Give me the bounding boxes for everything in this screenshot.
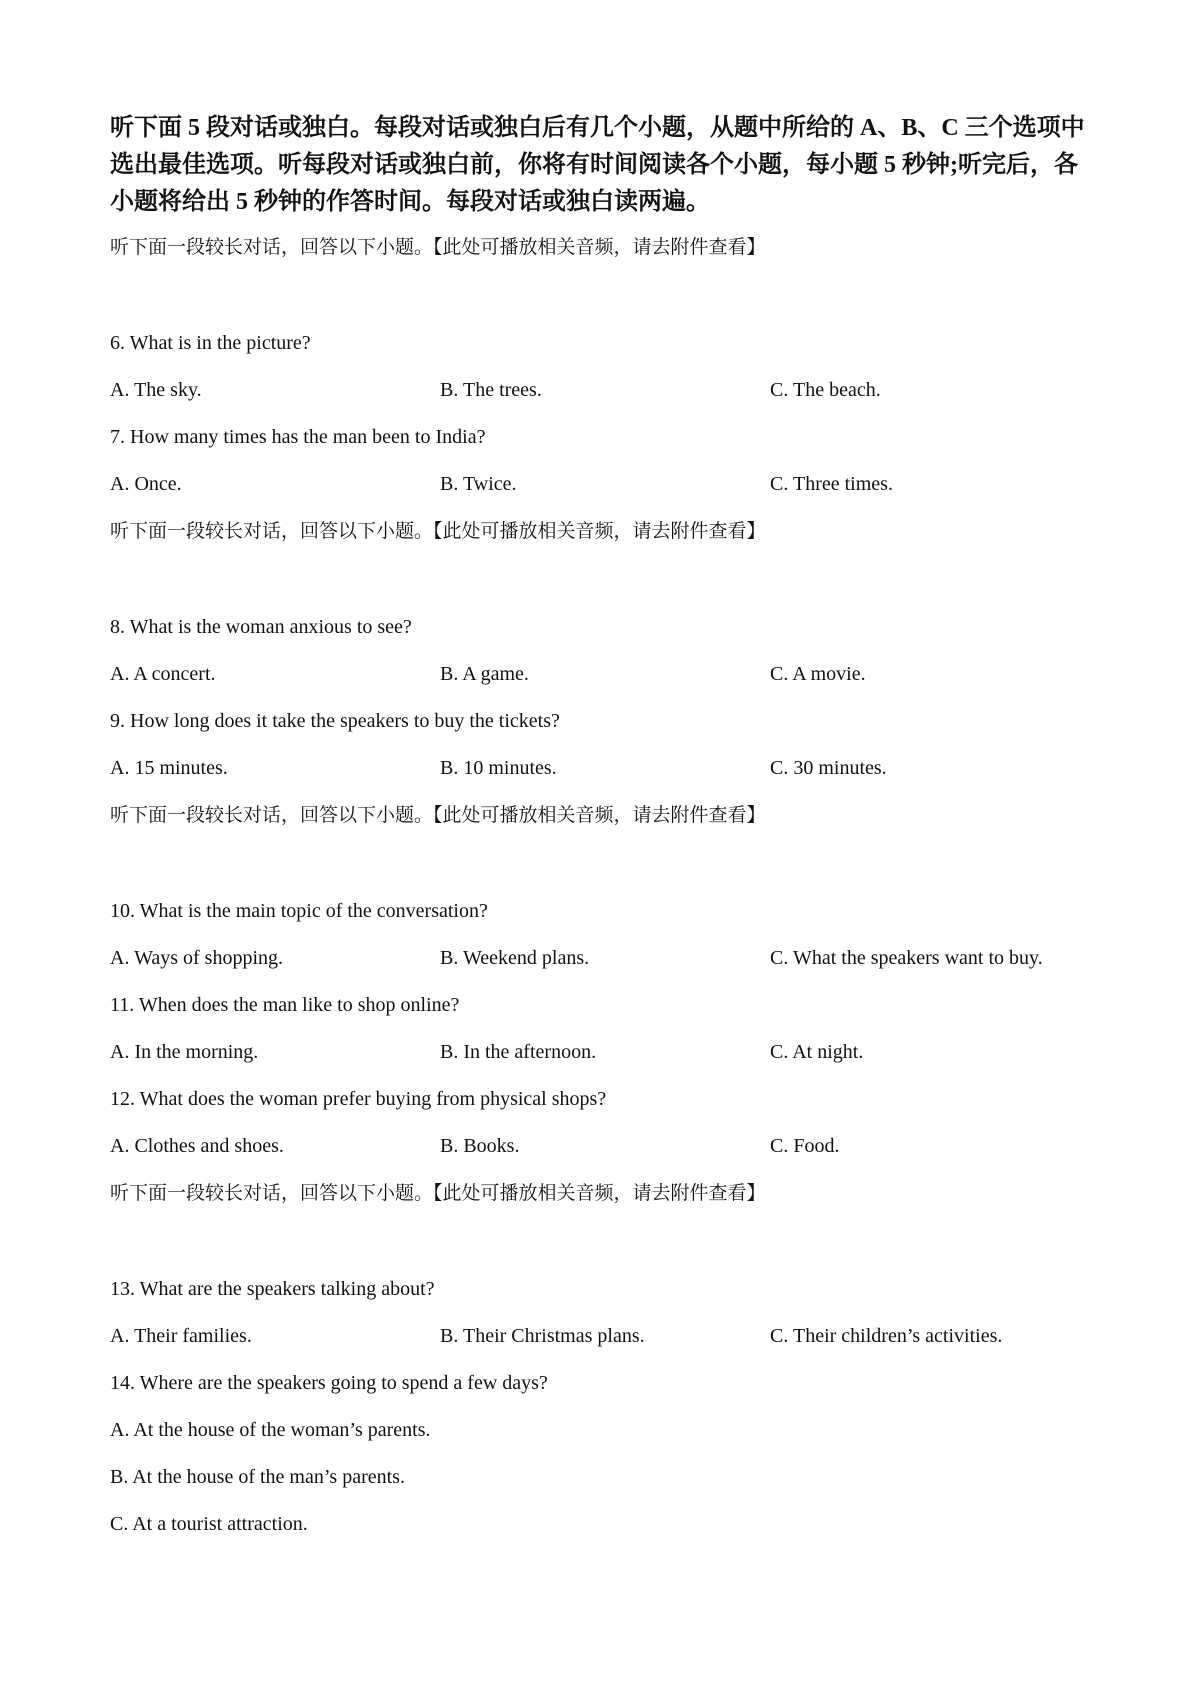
question-14-stem: 14. Where are the speakers going to spend a few days? (110, 1372, 548, 1394)
question-11-option-c: C. At night. (770, 1041, 864, 1063)
question-6-option-a: A. The sky. (110, 379, 202, 401)
question-13-option-a: A. Their families. (110, 1325, 252, 1347)
question-12-stem: 12. What does the woman prefer buying from physical shops? (110, 1088, 607, 1110)
question-9-option-c: C. 30 minutes. (770, 757, 887, 779)
question-6-option-b: B. The trees. (440, 379, 542, 401)
question-6-stem: 6. What is in the picture? (110, 332, 311, 354)
question-14-option-a: A. At the house of the woman’s parents. (110, 1419, 431, 1441)
question-6-option-c: C. The beach. (770, 379, 881, 401)
section-note-3: 听下面一段较长对话，回答以下小题。【此处可播放相关音频，请去附件查看】 (110, 804, 766, 826)
question-7-option-c: C. Three times. (770, 473, 893, 495)
question-11-option-a: A. In the morning. (110, 1041, 259, 1063)
section-note-1: 听下面一段较长对话，回答以下小题。【此处可播放相关音频，请去附件查看】 (110, 236, 766, 258)
question-10-stem: 10. What is the main topic of the conversation? (110, 900, 488, 922)
question-7-option-b: B. Twice. (440, 473, 517, 495)
question-14-option-c: C. At a tourist attraction. (110, 1513, 308, 1535)
question-9-stem: 9. How long does it take the speakers to buy the tickets? (110, 710, 560, 732)
section-note-4: 听下面一段较长对话，回答以下小题。【此处可播放相关音频，请去附件查看】 (110, 1182, 766, 1204)
question-7-stem: 7. How many times has the man been to India? (110, 426, 486, 448)
question-8-stem: 8. What is the woman anxious to see? (110, 616, 412, 638)
question-11-option-b: B. In the afternoon. (440, 1041, 597, 1063)
question-7-option-a: A. Once. (110, 473, 182, 495)
question-9-option-a: A. 15 minutes. (110, 757, 228, 779)
question-10-option-a: A. Ways of shopping. (110, 947, 284, 969)
section-note-2: 听下面一段较长对话，回答以下小题。【此处可播放相关音频，请去附件查看】 (110, 520, 766, 542)
question-13-stem: 13. What are the speakers talking about? (110, 1278, 435, 1300)
question-10-option-c: C. What the speakers want to buy. (770, 947, 1043, 969)
question-11-stem: 11. When does the man like to shop online? (110, 994, 460, 1016)
question-9-option-b: B. 10 minutes. (440, 757, 557, 779)
question-12-option-c: C. Food. (770, 1135, 840, 1157)
question-8-option-b: B. A game. (440, 663, 529, 685)
question-12-option-a: A. Clothes and shoes. (110, 1135, 284, 1157)
question-14-option-b: B. At the house of the man’s parents. (110, 1466, 405, 1488)
question-8-option-a: A. A concert. (110, 663, 216, 685)
question-8-option-c: C. A movie. (770, 663, 866, 685)
question-12-option-b: B. Books. (440, 1135, 520, 1157)
listening-instructions: 听下面 5 段对话或独白。每段对话或独白后有几个小题，从题中所给的 A、B、C 三个选项中选出最佳选项。听每段对话或独白前，你将有时间阅读各个小题，每小题 5 秒钟;听完后，各小题将给出 5 秒钟的作答时间。每段对话或独白读两遍。 (110, 115, 1085, 215)
question-10-option-b: B. Weekend plans. (440, 947, 590, 969)
question-13-option-c: C. Their children’s activities. (770, 1325, 1003, 1347)
question-13-option-b: B. Their Christmas plans. (440, 1325, 645, 1347)
